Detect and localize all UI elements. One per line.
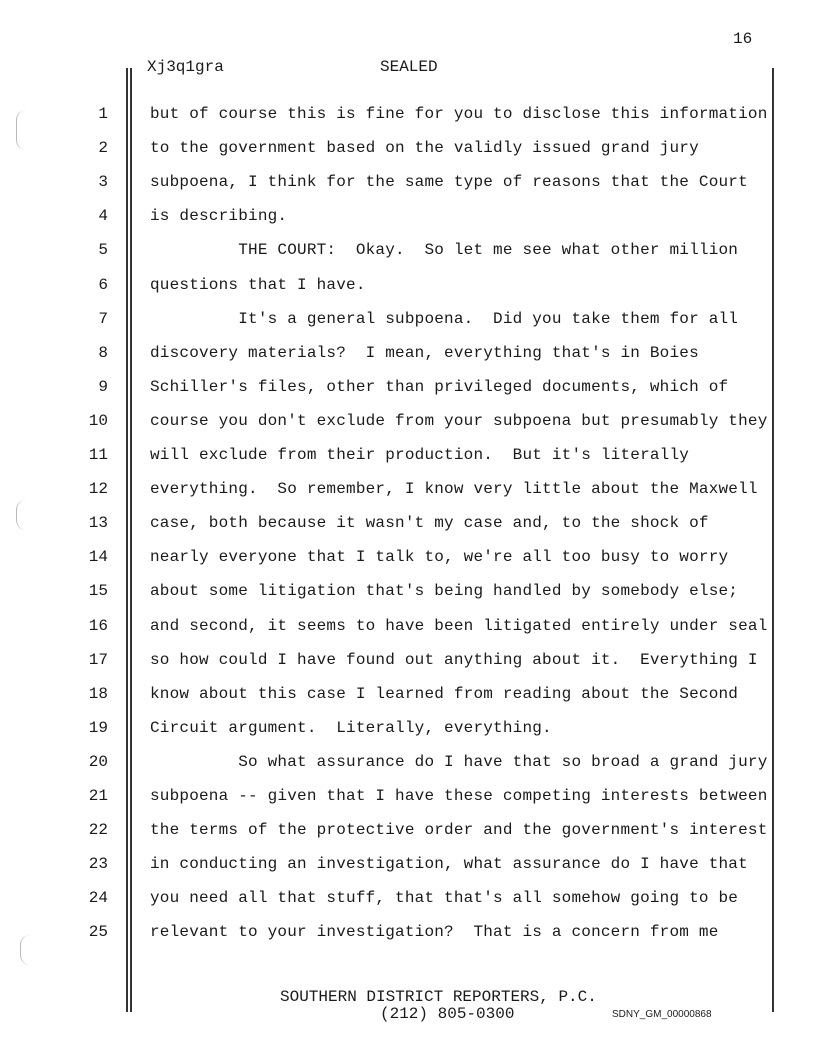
line-number: 24 — [88, 889, 108, 907]
line-text: the terms of the protective order and the government's interest — [150, 821, 768, 839]
line-number: 14 — [88, 548, 108, 566]
line-number: 16 — [88, 617, 108, 635]
line-text: questions that I have. — [150, 276, 366, 294]
line-text: know about this case I learned from reading about the Second — [150, 685, 739, 703]
punch-hole-mark — [16, 110, 27, 150]
line-text: course you don't exclude from your subpoena but presumably they — [150, 412, 768, 430]
line-number: 18 — [88, 685, 108, 703]
line-text: Circuit argument. Literally, everything. — [150, 719, 552, 737]
line-text: to the government based on the validly issued grand jury — [150, 139, 699, 157]
line-number: 19 — [88, 719, 108, 737]
line-text: but of course this is fine for you to disclose this information — [150, 105, 768, 123]
punch-hole-mark — [20, 935, 31, 965]
line-number: 5 — [98, 241, 108, 259]
line-number: 8 — [98, 344, 108, 362]
reporter-name: SOUTHERN DISTRICT REPORTERS, P.C. — [280, 988, 597, 1006]
line-number: 4 — [98, 207, 108, 225]
left-margin-rule-inner — [130, 68, 132, 1012]
line-number: 25 — [88, 923, 108, 941]
line-number: 9 — [98, 378, 108, 396]
line-text: case, both because it wasn't my case and, to the shock of — [150, 514, 709, 532]
line-text: Schiller's files, other than privileged documents, which of — [150, 378, 729, 396]
line-text: relevant to your investigation? That is a concern from me — [150, 923, 719, 941]
punch-hole-mark — [16, 500, 27, 530]
line-number: 7 — [98, 310, 108, 328]
page-number: 16 — [733, 30, 753, 48]
line-number: 15 — [88, 582, 108, 600]
line-number: 2 — [98, 139, 108, 157]
line-text: in conducting an investigation, what assurance do I have that — [150, 855, 748, 873]
line-number: 10 — [88, 412, 108, 430]
line-number: 21 — [88, 787, 108, 805]
line-text: THE COURT: Okay. So let me see what other million — [150, 241, 739, 259]
line-number: 23 — [88, 855, 108, 873]
line-number: 17 — [88, 651, 108, 669]
line-text: So what assurance do I have that so broad a grand jury — [150, 753, 768, 771]
line-text: subpoena -- given that I have these competing interests between — [150, 787, 768, 805]
line-text: about some litigation that's being handled by somebody else; — [150, 582, 739, 600]
line-number: 3 — [98, 173, 108, 191]
line-number: 11 — [88, 446, 108, 464]
line-text: everything. So remember, I know very little about the Maxwell — [150, 480, 758, 498]
line-text: subpoena, I think for the same type of reasons that the Court — [150, 173, 748, 191]
line-number: 6 — [98, 276, 108, 294]
bates-number: SDNY_GM_00000868 — [612, 1009, 712, 1020]
line-number: 20 — [88, 753, 108, 771]
right-margin-rule — [772, 68, 774, 1012]
line-number: 22 — [88, 821, 108, 839]
line-text: is describing. — [150, 207, 288, 225]
line-number: 12 — [88, 480, 108, 498]
line-text: will exclude from their production. But it's literally — [150, 446, 690, 464]
line-text: nearly everyone that I talk to, we're all too busy to worry — [150, 548, 729, 566]
reporter-phone: (212) 805-0300 — [380, 1005, 515, 1023]
line-text: you need all that stuff, that that's all somehow going to be — [150, 889, 739, 907]
line-number: 13 — [88, 514, 108, 532]
line-number: 1 — [98, 105, 108, 123]
sealed-label: SEALED — [380, 58, 438, 76]
case-id: Xj3q1gra — [147, 58, 224, 76]
line-text: discovery materials? I mean, everything that's in Boies — [150, 344, 699, 362]
line-text: so how could I have found out anything about it. Everything I — [150, 651, 758, 669]
line-text: It's a general subpoena. Did you take them for all — [150, 310, 739, 328]
line-text: and second, it seems to have been litigated entirely under seal — [150, 617, 768, 635]
left-margin-rule — [126, 68, 128, 1012]
